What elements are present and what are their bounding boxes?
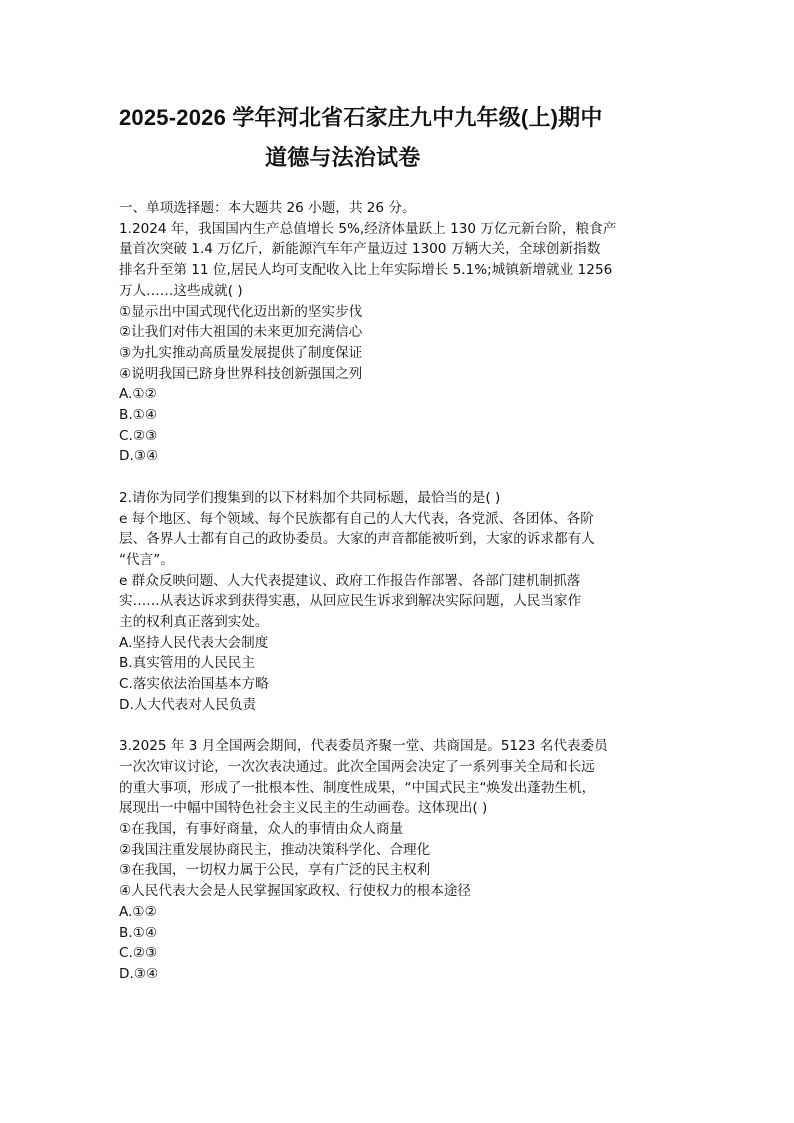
question-1-statement-2: ②让我们对伟大祖国的未来更加充满信心 (119, 324, 363, 341)
question-1-statement-1: ①显示出中国式现代化迈出新的坚实步伐 (119, 303, 363, 320)
question-2-stem-line-4: “代言”。 (119, 551, 174, 568)
question-2-option-c[interactable]: C.落实依法治国基本方略 (119, 676, 269, 693)
question-2 (119, 488, 689, 716)
question-1-option-a[interactable]: A.①② (119, 386, 157, 403)
section-heading: 一、单项选择题：本大题共 26 小题，共 26 分。 (119, 200, 416, 216)
question-3-stem-line-4: 展现出一中幅中国特色社会主义民主的生动画卷。这体现出( ) (119, 800, 488, 817)
question-3-option-b[interactable]: B.①④ (119, 924, 158, 941)
question-2-stem-line-7: 主的权利真正落到实处。 (119, 614, 269, 631)
question-1-stem-line-2: 量首次突破 1.4 万亿斤，新能源汽车年产量迈过 1300 万辆大关，全球创新指数 (119, 241, 601, 258)
exam-page (119, 100, 689, 985)
question-3-option-c[interactable]: C.②③ (119, 945, 158, 962)
question-3-stem-line-3: 的重大事项，形成了一批根本性、制度性成果，“中国式民主“焕发出蓬勃生机， (119, 779, 596, 796)
question-3 (119, 736, 689, 984)
question-2-stem-line-5: e 群众反映问题、人大代表提建议、政府工作报告作部署、各部门建机制抓落 (119, 572, 581, 589)
question-1-statement-4: ④说明我国已跻身世界科技创新强国之列 (119, 365, 363, 382)
question-1-option-b[interactable]: B.①④ (119, 407, 158, 424)
exam-title-line2: 道德与法治试卷 (265, 145, 421, 170)
question-2-stem-line-2: e 每个地区、每个领域、每个民族都有自己的人大代表，各党派、各团体、各阶 (119, 510, 594, 527)
question-3-statement-3: ③在我国，一切权力属于公民，享有广泛的民主权利 (119, 862, 431, 879)
question-spacer (119, 467, 689, 488)
question-3-option-d[interactable]: D.③④ (119, 965, 159, 982)
question-2-option-b[interactable]: B.真实管用的人民民主 (119, 655, 255, 672)
question-spacer (119, 716, 689, 737)
question-3-stem-line-1: 3.2025 年 3 月全国两会期间，代表委员齐聚一堂、共商国是。5123 名代表委员 (119, 738, 608, 755)
question-2-option-d[interactable]: D.人大代表对人民负责 (119, 696, 257, 713)
question-2-option-a[interactable]: A.坚持人民代表大会制度 (119, 634, 269, 651)
question-2-stem-line-1: 2.请你为同学们搜集到的以下材料加个共同标题，最恰当的是( ) (119, 489, 501, 506)
question-3-option-a[interactable]: A.①② (119, 903, 157, 920)
question-1-statement-3: ③为扎实推动高质量发展提供了制度保证 (119, 344, 363, 361)
question-1-option-c[interactable]: C.②③ (119, 427, 158, 444)
question-3-statement-1: ①在我国，有事好商量，众人的事情由众人商量 (119, 821, 404, 838)
question-1-stem-line-1: 1.2024 年，我国国内生产总值增长 5%,经济体量跃上 130 万亿元新台阶，粮食产 (119, 220, 617, 237)
question-2-stem-line-3: 层、各界人士都有自己的政协委员。大家的声音都能被听到，大家的诉求都有人 (119, 531, 595, 548)
question-1-stem-line-4: 万人……这些成就( ) (119, 282, 243, 299)
question-3-stem-line-2: 一次次审议讨论，一次次表决通过。此次全国两会决定了一系列事关全局和长远 (119, 758, 595, 775)
exam-title-line1: 2025-2026 学年河北省石家庄九中九年级(上)期中 (119, 105, 603, 130)
question-1-stem-line-3: 排名升至第 11 位,居民人均可支配收入比上年实际增长 5.1%;城镇新增就业 1256 (119, 262, 613, 279)
question-3-statement-4: ④人民代表大会是人民掌握国家政权、行使权力的根本途径 (119, 883, 472, 900)
question-2-stem-line-6: 实……从表达诉求到获得实惠，从回应民生诉求到解决实际问题，人民当家作 (119, 593, 582, 610)
question-3-statement-2: ②我国注重发展协商民主，推动决策科学化、合理化 (119, 841, 431, 858)
question-1-option-d[interactable]: D.③④ (119, 448, 159, 465)
question-1 (119, 219, 689, 467)
